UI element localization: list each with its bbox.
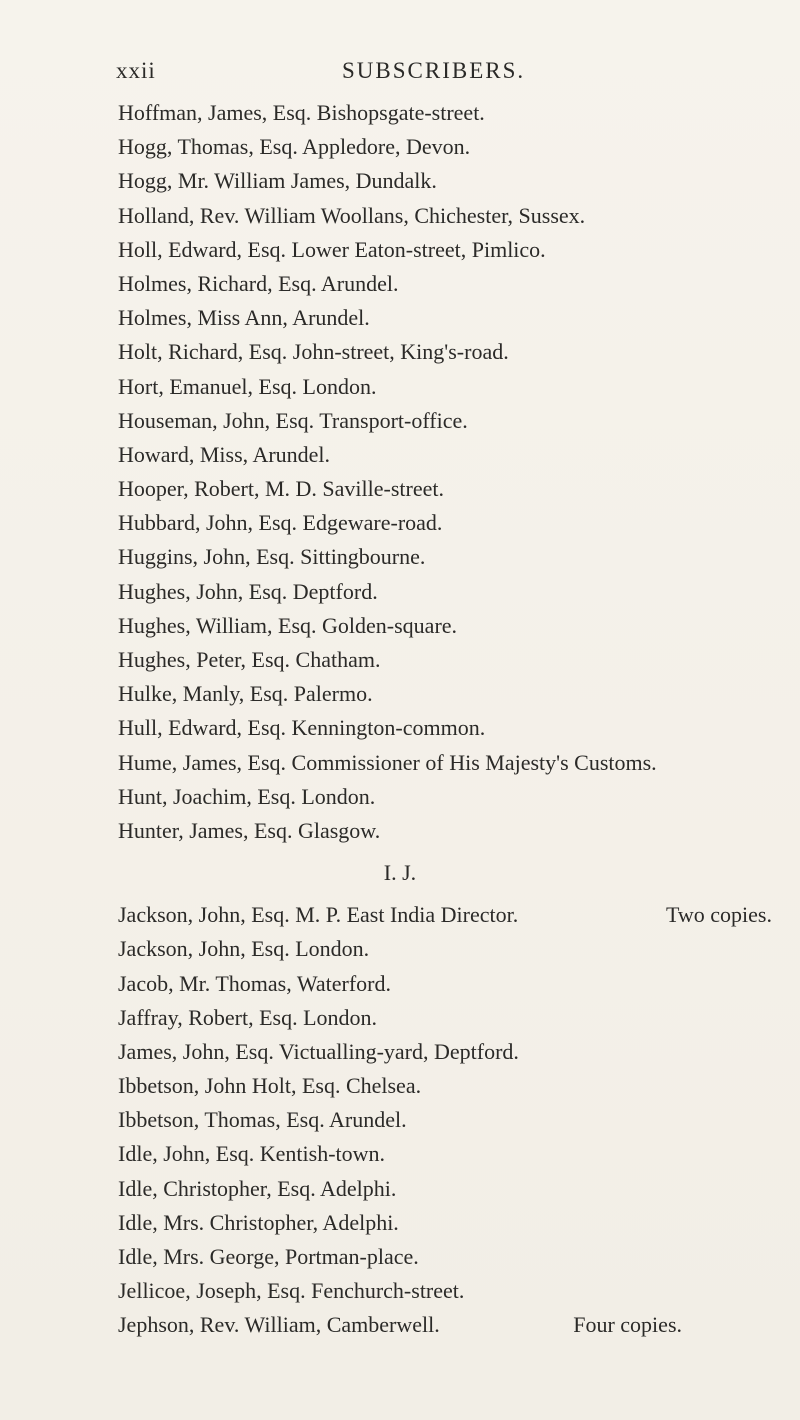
list-item: Idle, Mrs. Christopher, Adelphi. <box>118 1209 399 1235</box>
entry-text: Jackson, John, Esq. M. P. East India Director. <box>118 902 519 928</box>
list-item: Hunter, James, Esq. Glasgow. <box>118 817 381 843</box>
list-item: Jackson, John, Esq. London. <box>118 936 370 962</box>
list-item: Hull, Edward, Esq. Kennington-common. <box>118 715 486 741</box>
list-item: Ibbetson, Thomas, Esq. Arundel. <box>118 1107 407 1133</box>
list-item: Hort, Emanuel, Esq. London. <box>118 373 377 399</box>
section-heading: I. J. <box>383 860 417 886</box>
list-item: Hubbard, John, Esq. Edgeware-road. <box>118 510 443 536</box>
entry-note: Two copies. <box>666 902 772 928</box>
list-item: James, John, Esq. Victualling-yard, Deptford. <box>118 1038 519 1064</box>
list-item <box>118 1308 682 1342</box>
list-item: Hogg, Mr. William James, Dundalk. <box>118 168 437 194</box>
list-item: Houseman, John, Esq. Transport-office. <box>118 407 468 433</box>
list-item: Hughes, John, Esq. Deptford. <box>118 578 378 604</box>
list-item: Holmes, Richard, Esq. Arundel. <box>118 270 399 296</box>
list-item: Howard, Miss, Arundel. <box>118 441 331 467</box>
list-item: Idle, John, Esq. Kentish-town. <box>118 1141 386 1167</box>
list-item: Hulke, Manly, Esq. Palermo. <box>118 681 373 707</box>
list-item: Holmes, Miss Ann, Arundel. <box>118 305 370 331</box>
subscriber-list <box>118 96 798 1343</box>
list-item: Hughes, William, Esq. Golden-square. <box>118 612 458 638</box>
page-header <box>116 52 676 92</box>
list-item: Holland, Rev. William Woollans, Chichester, Sussex. <box>118 202 586 228</box>
list-item <box>118 898 772 932</box>
list-item: Jellicoe, Joseph, Esq. Fenchurch-street. <box>118 1278 465 1304</box>
list-item: Jacob, Mr. Thomas, Waterford. <box>118 970 391 996</box>
running-head: SUBSCRIBERS. <box>342 58 526 83</box>
list-item: Huggins, John, Esq. Sittingbourne. <box>118 544 426 570</box>
list-item: Hogg, Thomas, Esq. Appledore, Devon. <box>118 134 471 160</box>
list-item: Idle, Mrs. George, Portman-place. <box>118 1244 419 1269</box>
list-item: Idle, Christopher, Esq. Adelphi. <box>118 1175 397 1201</box>
list-item: Holl, Edward, Esq. Lower Eaton-street, Pimlico. <box>118 236 546 262</box>
list-item: Ibbetson, John Holt, Esq. Chelsea. <box>118 1073 422 1099</box>
list-item: Hoffman, James, Esq. Bishopsgate-street. <box>118 100 485 125</box>
entry-text: Jephson, Rev. William, Camberwell. <box>118 1312 440 1338</box>
page-number: xxii <box>116 58 156 83</box>
list-item: Hume, James, Esq. Commissioner of His Majesty's Customs. <box>118 749 657 775</box>
list-item: Jaffray, Robert, Esq. London. <box>118 1004 378 1030</box>
list-item: Hooper, Robert, M. D. Saville-street. <box>118 476 444 502</box>
list-item: Holt, Richard, Esq. John-street, King's-road. <box>118 339 509 365</box>
list-item: Hughes, Peter, Esq. Chatham. <box>118 647 381 672</box>
list-item: Hunt, Joachim, Esq. London. <box>118 783 376 809</box>
entry-note: Four copies. <box>573 1312 682 1338</box>
